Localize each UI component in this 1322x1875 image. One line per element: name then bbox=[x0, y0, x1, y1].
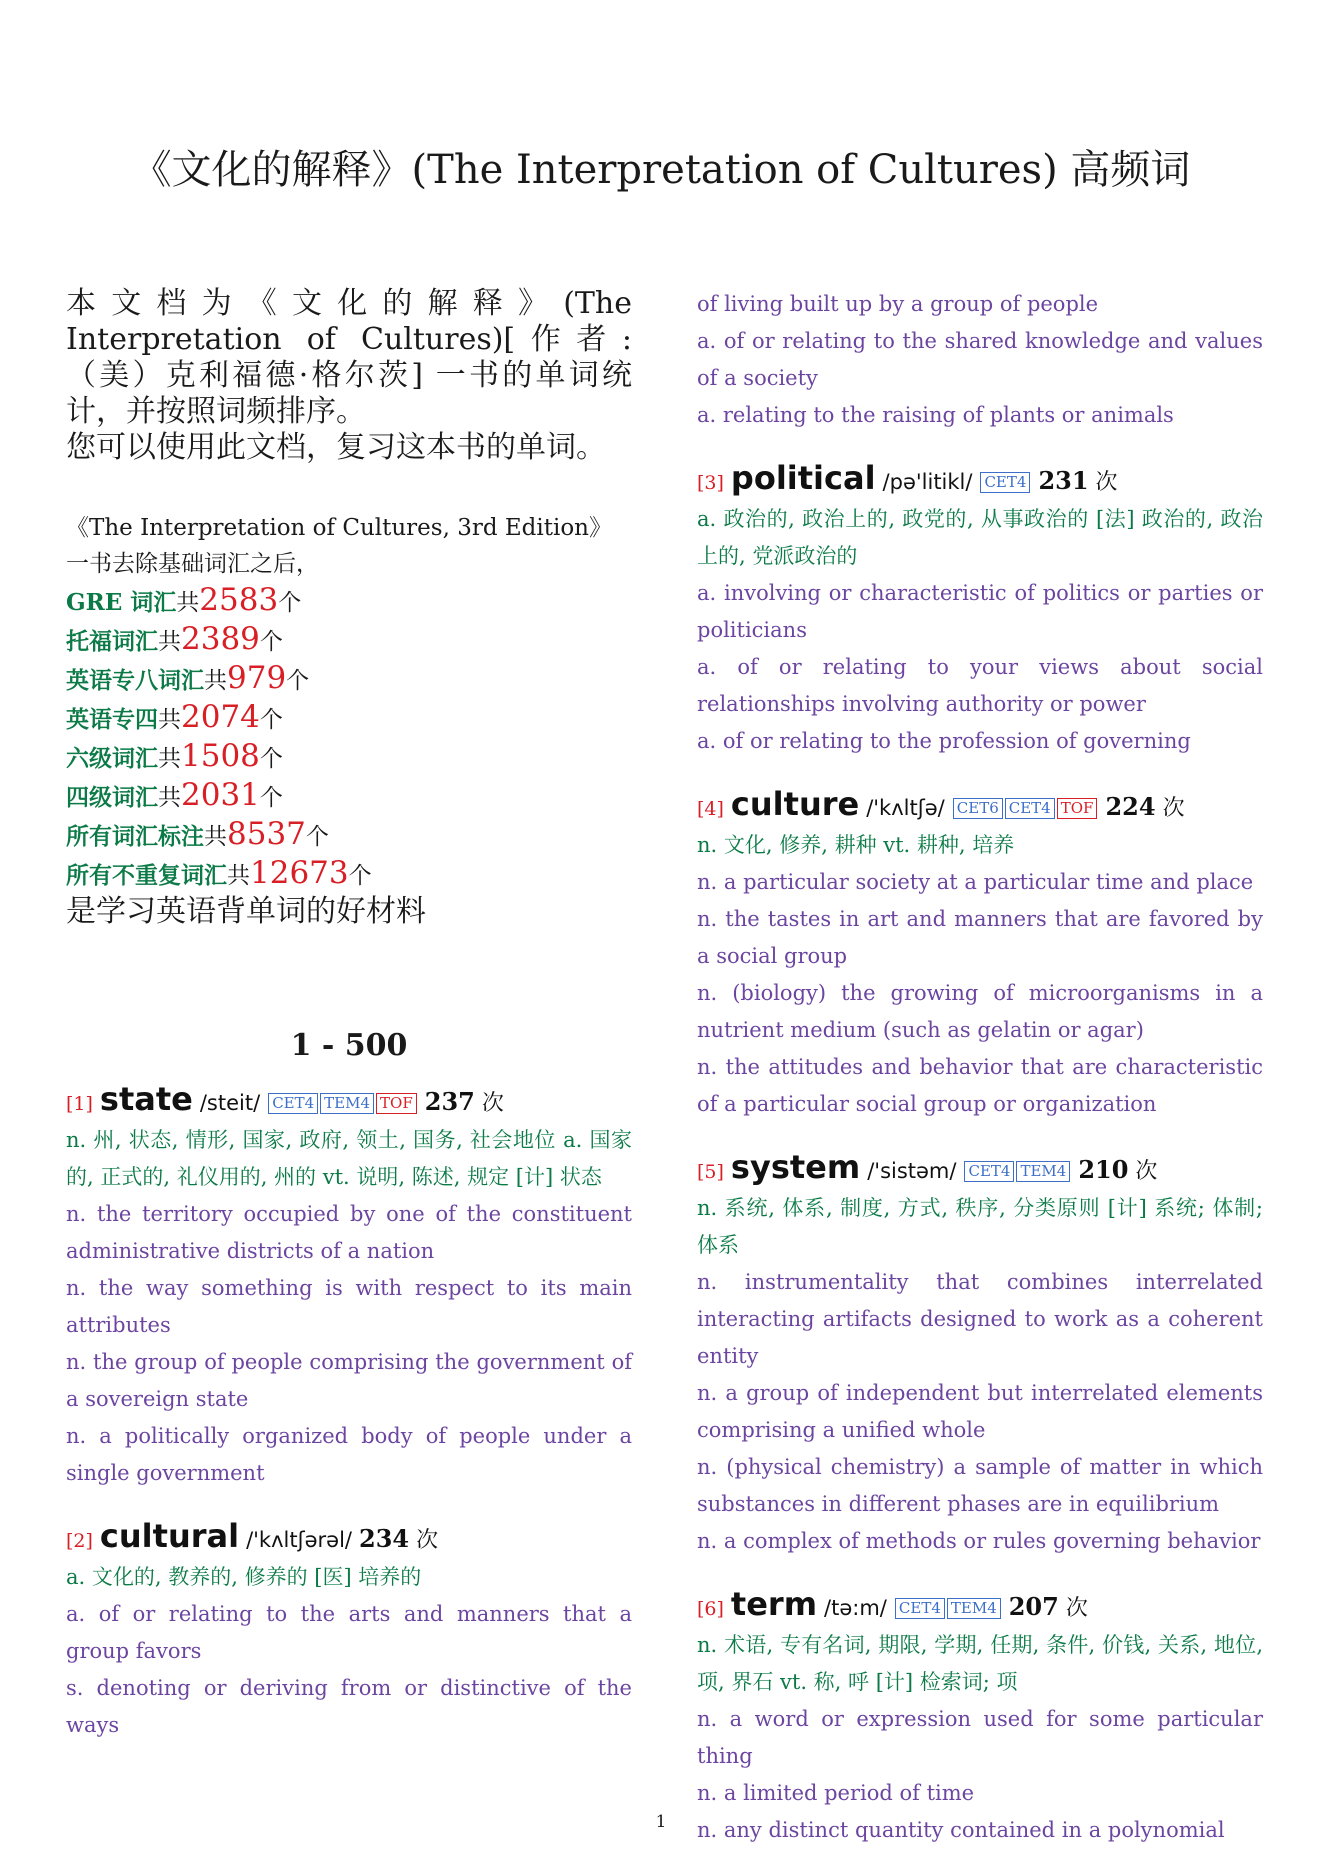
stats-intro: 《The Interpretation of Cultures, 3rd Edition》 bbox=[66, 515, 612, 541]
definition-english: n. (biology) the growing of microorganisms in a nutrient medium (such as gelatin or agar) bbox=[697, 981, 1263, 1042]
frequency-unit: 次 bbox=[1162, 796, 1185, 821]
definition-english: a. of or relating to the shared knowledge and values of a society bbox=[697, 329, 1263, 390]
stat-suffix: 个 bbox=[259, 785, 283, 811]
stat-suffix: 个 bbox=[286, 668, 310, 694]
stat-suffix: 个 bbox=[278, 590, 302, 616]
exam-tag: CET4 bbox=[268, 1093, 318, 1114]
vocabulary-stats bbox=[66, 510, 632, 930]
frequency-unit: 次 bbox=[416, 1528, 439, 1553]
exam-tag: CET6 bbox=[953, 798, 1003, 819]
stat-tem4 bbox=[66, 699, 632, 738]
pronunciation: /pə'litikl/ bbox=[882, 470, 973, 494]
stat-cet6 bbox=[66, 738, 632, 777]
stat-number: 2031 bbox=[181, 777, 260, 813]
frequency-count: 224 bbox=[1105, 792, 1156, 821]
stat-mid: 共 bbox=[204, 824, 227, 850]
frequency-count: 207 bbox=[1008, 1592, 1059, 1621]
entry-cultural bbox=[66, 1518, 632, 1744]
entry-header bbox=[697, 786, 1263, 827]
frequency-count: 210 bbox=[1078, 1155, 1129, 1184]
exam-tag: TEM4 bbox=[1016, 1161, 1070, 1182]
stat-mid: 共 bbox=[158, 746, 181, 772]
right-column bbox=[697, 286, 1263, 1875]
definition-english: n. (physical chemistry) a sample of matter in which substances in different phases are in equilibrium bbox=[697, 1455, 1263, 1516]
stat-label: 所有不重复词汇 bbox=[66, 862, 227, 889]
definition-english: of living built up by a group of people bbox=[697, 292, 1099, 316]
stat-number: 2389 bbox=[181, 621, 260, 657]
definition-chinese: n. 文化, 修养, 耕种 vt. 耕种, 培养 bbox=[697, 833, 1015, 857]
exam-tag: CET4 bbox=[1005, 798, 1055, 819]
stat-mid: 共 bbox=[158, 785, 181, 811]
entry-header bbox=[697, 1586, 1263, 1627]
pronunciation: /'sistəm/ bbox=[867, 1159, 957, 1183]
definition-english: n. the tastes in art and manners that are favored by a social group bbox=[697, 907, 1263, 968]
frequency-count: 231 bbox=[1038, 466, 1089, 495]
entry-index: [6] bbox=[697, 1598, 724, 1620]
definition-chinese: n. 术语, 专有名词, 期限, 学期, 任期, 条件, 价钱, 关系, 地位, 项, 界石 vt. 称, 呼 [计] 检索词; 项 bbox=[697, 1633, 1263, 1694]
definition-english: a. relating to the raising of plants or animals bbox=[697, 403, 1174, 427]
definition-english: n. a complex of methods or rules governing behavior bbox=[697, 1529, 1261, 1553]
definition-english: s. denoting or deriving from or distinctive of the ways bbox=[66, 1676, 632, 1737]
headword: state bbox=[99, 1080, 193, 1118]
stat-all-unique bbox=[66, 855, 632, 894]
headword: culture bbox=[730, 785, 860, 823]
pronunciation: /'kʌltʃə/ bbox=[866, 796, 945, 820]
definition-english: n. a limited period of time bbox=[697, 1781, 975, 1805]
stat-suffix: 个 bbox=[305, 824, 329, 850]
stat-number: 12673 bbox=[250, 855, 349, 891]
pronunciation: /tə:m/ bbox=[824, 1596, 887, 1620]
stat-mid: 共 bbox=[227, 863, 250, 889]
stat-toefl bbox=[66, 621, 632, 660]
definition-chinese: n. 系统, 体系, 制度, 方式, 秩序, 分类原则 [计] 系统; 体制; 体系 bbox=[697, 1196, 1263, 1257]
definition-english: n. the attitudes and behavior that are characteristic of a particular social group or organization bbox=[697, 1055, 1263, 1116]
headword: cultural bbox=[99, 1517, 240, 1555]
stat-number: 1508 bbox=[181, 738, 260, 774]
entry-header bbox=[66, 1518, 632, 1559]
stat-label: 英语专八词汇 bbox=[66, 667, 204, 694]
entry-index: [1] bbox=[66, 1093, 93, 1115]
exam-tag: TEM4 bbox=[947, 1598, 1001, 1619]
page-number: 1 bbox=[655, 1812, 667, 1832]
definition-english: n. a word or expression used for some particular thing bbox=[697, 1707, 1263, 1768]
stats-intro-2: 一书去除基础词汇之后， bbox=[66, 551, 319, 577]
entry-cultural-continued bbox=[697, 286, 1263, 434]
stat-label: 托福词汇 bbox=[66, 628, 158, 655]
headword: system bbox=[730, 1148, 861, 1186]
entry-header bbox=[66, 1081, 632, 1122]
frequency-unit: 次 bbox=[481, 1091, 504, 1116]
stat-number: 979 bbox=[227, 660, 287, 696]
entry-header bbox=[697, 1149, 1263, 1190]
definition-english: n. the way something is with respect to its main attributes bbox=[66, 1276, 632, 1337]
exam-tag: CET4 bbox=[895, 1598, 945, 1619]
document-title: 《文化的解释》(The Interpretation of Cultures) 高频词 bbox=[131, 147, 1191, 193]
exam-tag: TOF bbox=[1057, 798, 1098, 819]
intro-line-2: 您可以使用此文档，复习这本书的单词。 bbox=[66, 430, 606, 465]
entry-state bbox=[66, 1081, 632, 1492]
stat-label: 所有词汇标注 bbox=[66, 823, 204, 850]
definition-chinese: a. 政治的, 政治上的, 政党的, 从事政治的 [法] 政治的, 政治上的, 党派政治的 bbox=[697, 507, 1263, 568]
definition-chinese: n. 州, 状态, 情形, 国家, 政府, 领土, 国务, 社会地位 a. 国家的, 正式的, 礼仪用的, 州的 vt. 说明, 陈述, 规定 [计] 状态 bbox=[66, 1128, 632, 1189]
stat-suffix: 个 bbox=[259, 707, 283, 733]
stat-mid: 共 bbox=[204, 668, 227, 694]
stat-suffix: 个 bbox=[259, 629, 283, 655]
definition-english: n. the territory occupied by one of the constituent administrative districts of a nation bbox=[66, 1202, 632, 1263]
definition-english: a. of or relating to your views about social relationships involving authority or power bbox=[697, 655, 1263, 716]
definition-chinese: a. 文化的, 教养的, 修养的 [医] 培养的 bbox=[66, 1565, 422, 1589]
stat-label: 六级词汇 bbox=[66, 745, 158, 772]
stats-closing: 是学习英语背单词的好材料 bbox=[66, 894, 426, 929]
stat-label: 四级词汇 bbox=[66, 784, 158, 811]
definition-english: n. a particular society at a particular time and place bbox=[697, 870, 1254, 894]
entry-index: [2] bbox=[66, 1530, 93, 1552]
stat-number: 2074 bbox=[181, 699, 260, 735]
left-column bbox=[66, 286, 632, 1770]
entry-index: [4] bbox=[697, 798, 724, 820]
exam-tag: CET4 bbox=[980, 472, 1030, 493]
intro-line-1: 本文档为《文化的解释》(The Interpretation of Cultures)[作者: （美）克利福德·格尔茨] 一书的单词统计，并按照词频排序。 bbox=[66, 286, 632, 429]
frequency-unit: 次 bbox=[1095, 470, 1118, 495]
definition-english: n. a politically organized body of people under a single government bbox=[66, 1424, 632, 1485]
stat-label: 英语专四 bbox=[66, 706, 158, 733]
range-heading: 1 - 500 bbox=[290, 1028, 408, 1063]
stat-number: 8537 bbox=[227, 816, 306, 852]
definition-english: n. any distinct quantity contained in a polynomial bbox=[697, 1818, 1225, 1842]
stat-mid: 共 bbox=[176, 590, 200, 616]
stat-mid: 共 bbox=[158, 629, 181, 655]
definition-english: a. of or relating to the arts and manners that a group favors bbox=[66, 1602, 632, 1663]
entry-term bbox=[697, 1586, 1263, 1849]
stat-number: 2583 bbox=[199, 582, 279, 618]
headword: political bbox=[730, 459, 876, 497]
stat-mid: 共 bbox=[158, 707, 181, 733]
definition-english: n. a group of independent but interrelated elements comprising a unified whole bbox=[697, 1381, 1263, 1442]
pronunciation: /'kʌltʃərəl/ bbox=[246, 1528, 353, 1552]
intro-text bbox=[66, 286, 632, 466]
stat-cet4 bbox=[66, 777, 632, 816]
definition-english: a. involving or characteristic of politics or parties or politicians bbox=[697, 581, 1263, 642]
frequency-count: 237 bbox=[424, 1087, 475, 1116]
stat-all-tagged bbox=[66, 816, 632, 855]
stat-suffix: 个 bbox=[348, 863, 372, 889]
entry-header bbox=[697, 460, 1263, 501]
entry-system bbox=[697, 1149, 1263, 1560]
exam-tag: TEM4 bbox=[320, 1093, 374, 1114]
entry-culture bbox=[697, 786, 1263, 1123]
frequency-unit: 次 bbox=[1065, 1596, 1088, 1621]
definition-english: n. the group of people comprising the government of a sovereign state bbox=[66, 1350, 632, 1411]
exam-tag: CET4 bbox=[964, 1161, 1014, 1182]
stat-gre bbox=[66, 582, 632, 621]
frequency-unit: 次 bbox=[1135, 1159, 1158, 1184]
frequency-count: 234 bbox=[359, 1524, 410, 1553]
pronunciation: /steit/ bbox=[199, 1091, 261, 1115]
headword: term bbox=[730, 1585, 818, 1623]
exam-tag: TOF bbox=[376, 1093, 417, 1114]
stat-tem8 bbox=[66, 660, 632, 699]
definition-english: a. of or relating to the profession of governing bbox=[697, 729, 1191, 753]
definition-english: n. instrumentality that combines interrelated interacting artifacts designed to work as a coherent entity bbox=[697, 1270, 1263, 1368]
stat-label: GRE 词汇 bbox=[66, 589, 177, 616]
entry-index: [5] bbox=[697, 1161, 724, 1183]
entry-index: [3] bbox=[697, 472, 724, 494]
stat-suffix: 个 bbox=[259, 746, 283, 772]
entry-political bbox=[697, 460, 1263, 760]
